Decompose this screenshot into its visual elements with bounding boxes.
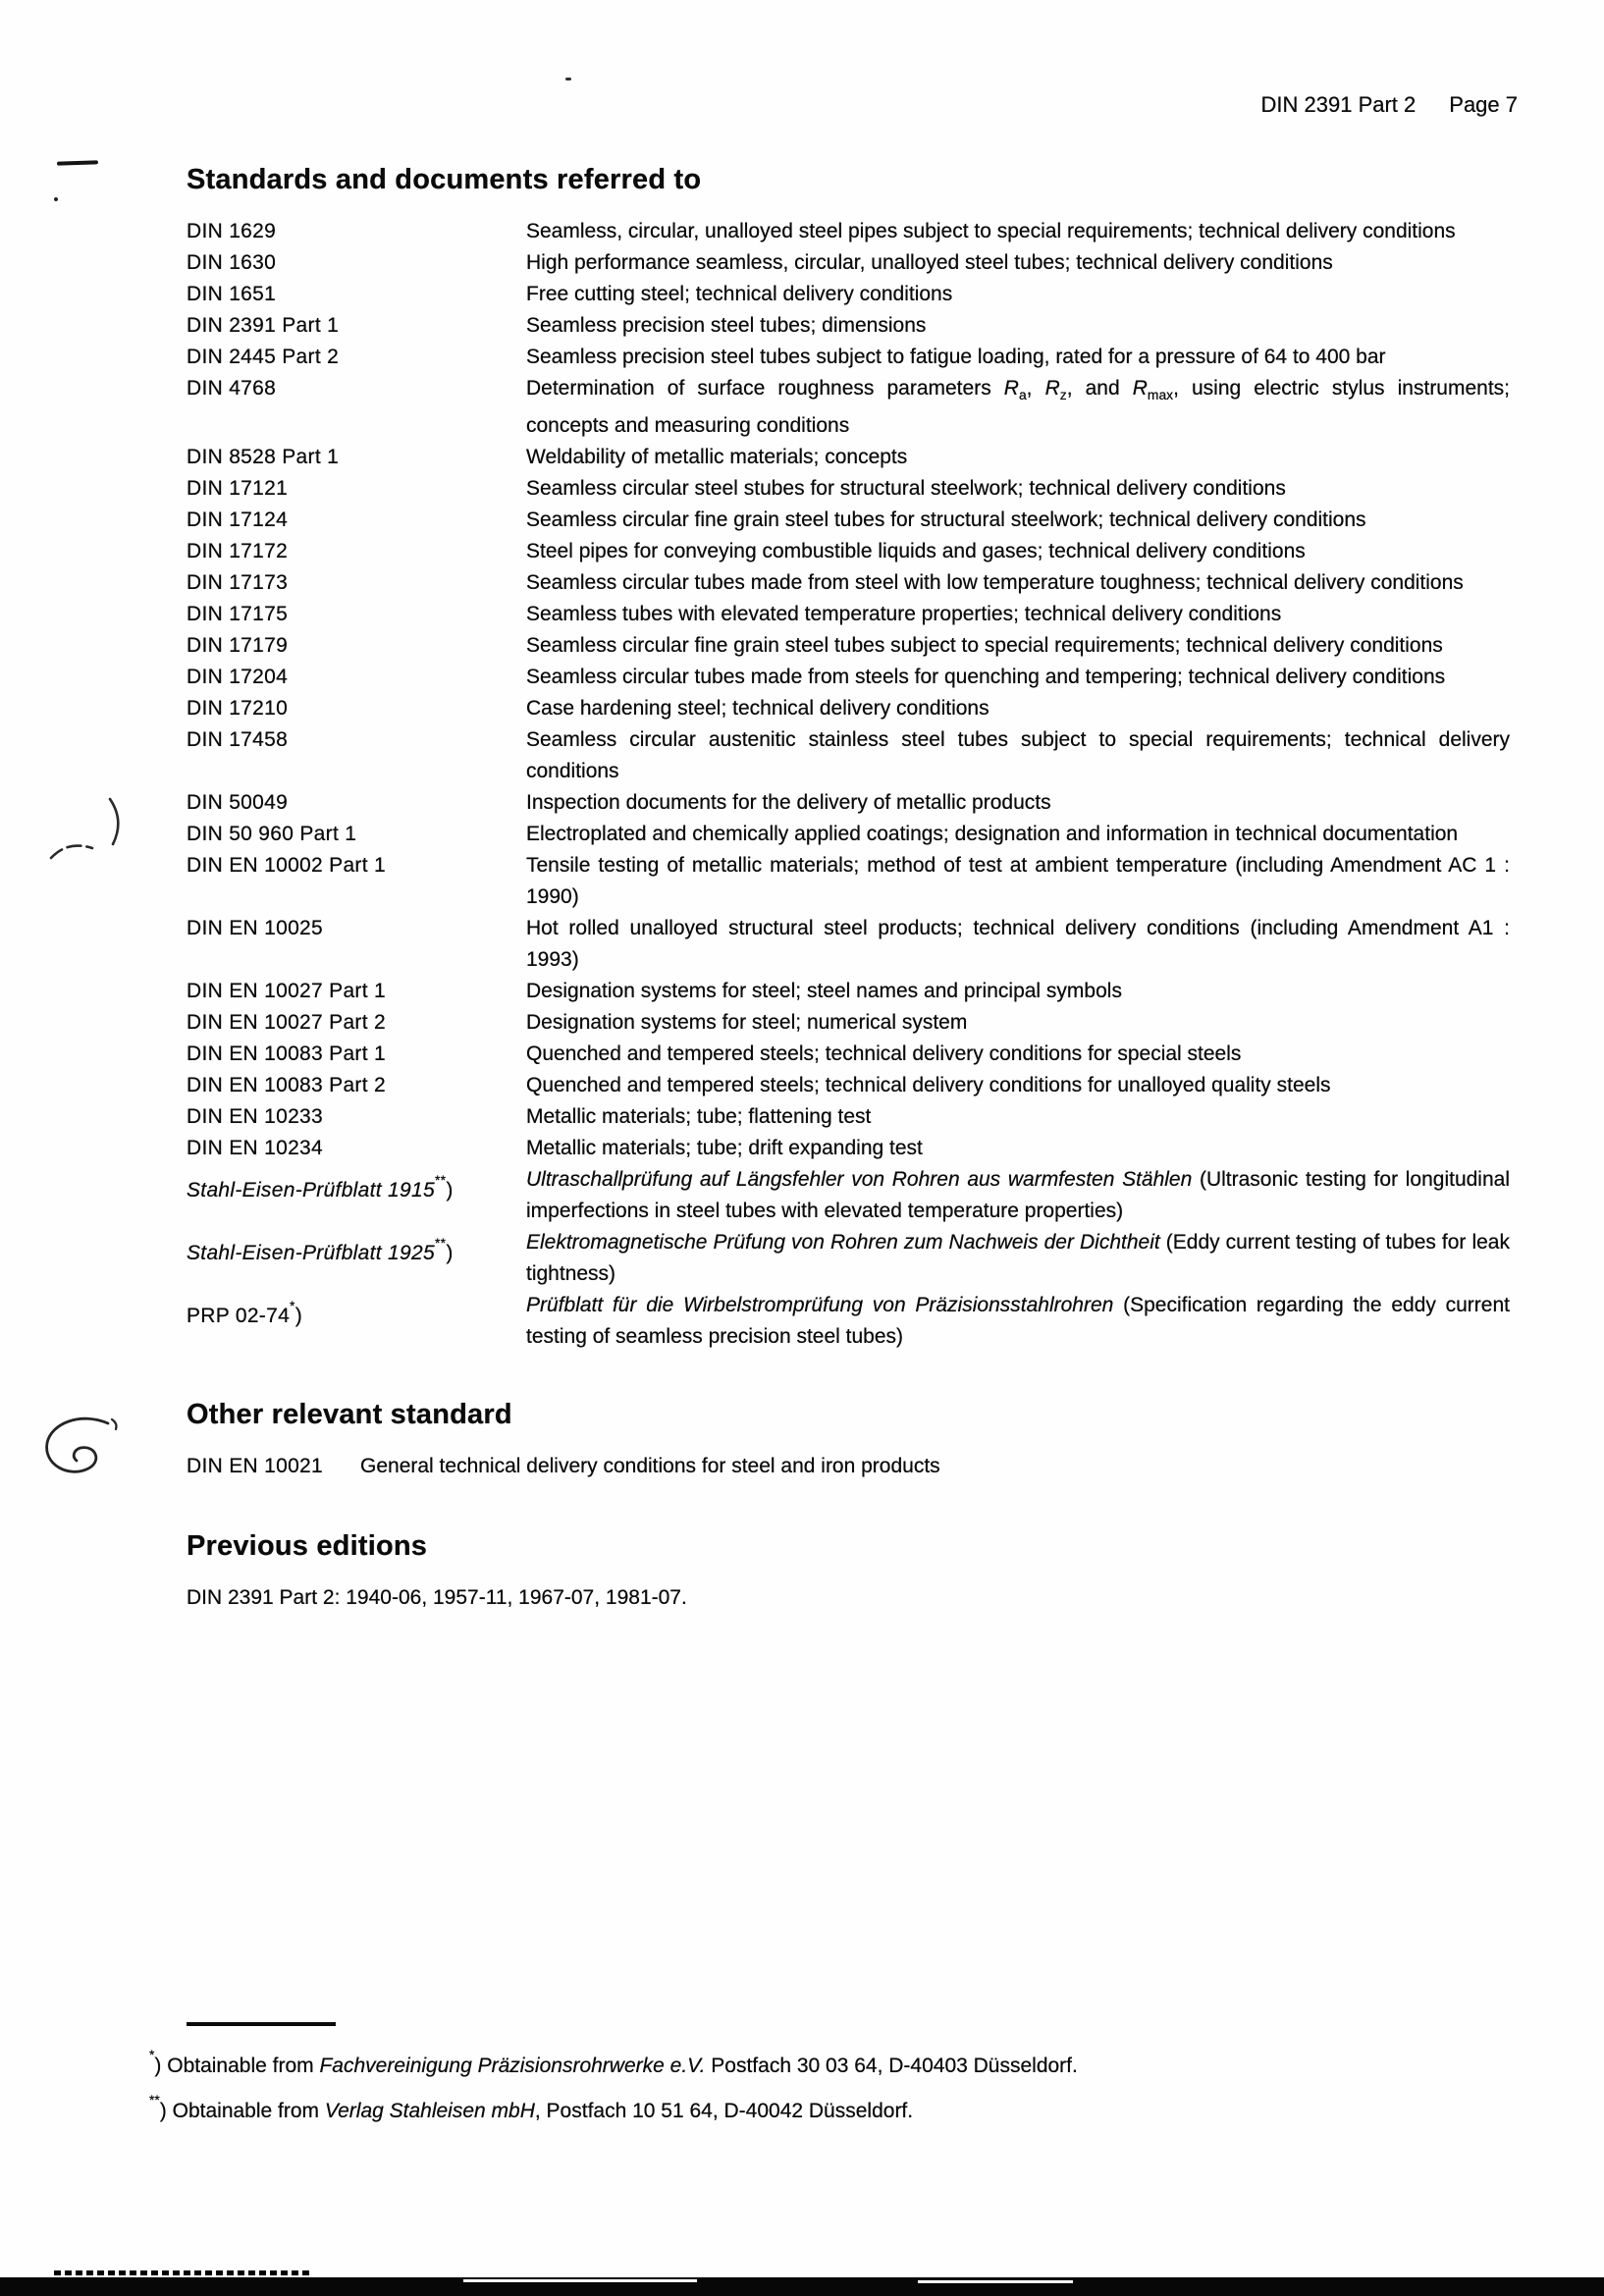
standard-label: DIN 17458 <box>187 728 289 752</box>
standard-description: Tensile testing of metallic materials; method of test at ambient temperature (including Amendment AC 1 : 1990) <box>526 854 1510 909</box>
standard-row <box>187 599 1510 630</box>
standard-row <box>187 630 1510 662</box>
standard-row <box>187 1101 1510 1133</box>
standard-label: DIN 17173 <box>187 571 289 595</box>
scan-bar-gap <box>918 2280 1073 2283</box>
standard-label: DIN 17210 <box>187 697 289 721</box>
pen-mark-dot <box>54 197 58 201</box>
standard-row <box>187 1133 1510 1164</box>
standard-description: Seamless precision steel tubes; dimensions <box>526 314 927 337</box>
standard-row <box>187 787 1510 819</box>
standard-description: Seamless circular fine grain steel tubes for structural steelwork; technical delivery conditions <box>526 508 1366 532</box>
standard-description: Ultraschallprüfung auf Längsfehler von Rohren aus warmfesten Stählen (Ultrasonic testing for longitudinal imperfections in steel tubes with elevated temperature properties) <box>526 1168 1510 1223</box>
standard-label: DIN 17172 <box>187 540 289 563</box>
footnotes-block <box>149 2022 1386 2128</box>
standard-row <box>187 505 1510 536</box>
standard-row <box>187 442 1510 473</box>
standard-description: Inspection documents for the delivery of metallic products <box>526 791 1051 815</box>
document-number: DIN 2391 Part 2 <box>1260 92 1417 117</box>
standard-label: DIN 1651 <box>187 283 277 305</box>
section-title-standards-referred: Standards and documents referred to <box>187 164 702 195</box>
standard-label: DIN EN 10083 Part 2 <box>187 1074 386 1097</box>
standard-label: DIN 50049 <box>187 791 289 815</box>
pen-swirl-mark <box>29 1412 132 1490</box>
standard-label: DIN 2445 Part 2 <box>187 346 340 368</box>
standard-row <box>187 279 1510 310</box>
standard-label: DIN 17175 <box>187 603 289 626</box>
standard-label: DIN 17204 <box>187 666 289 689</box>
section-title-other-standard: Other relevant standard <box>187 1399 512 1431</box>
other-standard-text: General technical delivery conditions for steel and iron products <box>360 1455 940 1478</box>
standard-description: Case hardening steel; technical delivery conditions <box>526 697 989 721</box>
standard-row <box>187 567 1510 599</box>
standard-description: Designation systems for steel; numerical system <box>526 1011 968 1035</box>
standard-description: High performance seamless, circular, unalloyed steel tubes; technical delivery conditions <box>526 251 1333 274</box>
standard-description: Seamless precision steel tubes subject to fatigue loading, rated for a pressure of 64 to 400 bar <box>526 346 1386 368</box>
other-standard-label: DIN EN 10021 <box>187 1455 324 1478</box>
standard-description: Metallic materials; tube; drift expanding test <box>526 1137 923 1160</box>
standard-label: DIN EN 10002 Part 1 <box>187 854 386 878</box>
page-header <box>1261 92 1518 118</box>
standard-description: Determination of surface roughness parameters $R_a$, $R_z$, and $R_{max}$, using electric stylus instruments; concepts and measuring conditions <box>526 377 1511 438</box>
standards-list <box>187 216 1510 1353</box>
standard-label: DIN EN 10083 Part 1 <box>187 1042 386 1066</box>
standard-row <box>187 373 1510 442</box>
standard-row <box>187 662 1510 693</box>
standard-label: DIN 17121 <box>187 477 289 501</box>
previous-editions-line: DIN 2391 Part 2: 1940-06, 1957-11, 1967-07, 1981-07. <box>187 1586 687 1610</box>
standard-description: Free cutting steel; technical delivery conditions <box>526 283 953 305</box>
standard-row <box>187 473 1510 505</box>
standard-row <box>187 247 1510 279</box>
footnote-rule <box>187 2022 336 2026</box>
standard-label: DIN 4768 <box>187 377 277 400</box>
standard-label: DIN EN 10027 Part 2 <box>187 1011 386 1035</box>
page-number: Page 7 <box>1449 92 1518 117</box>
section-title-previous-editions: Previous editions <box>187 1530 428 1563</box>
standard-description: Seamless circular steel stubes for structural steelwork; technical delivery conditions <box>526 477 1286 501</box>
pen-mark-dash <box>57 160 98 165</box>
standard-label: DIN EN 10027 Part 1 <box>187 980 386 1003</box>
standard-row <box>187 1290 1510 1353</box>
standard-row <box>187 1039 1510 1070</box>
standard-row <box>187 1070 1510 1101</box>
standard-row <box>187 976 1510 1007</box>
standard-description: Elektromagnetische Prüfung von Rohren zum Nachweis der Dichtheit (Eddy current testing of tubes for leak tightness) <box>526 1231 1510 1286</box>
standard-label: DIN 2391 Part 1 <box>187 314 340 337</box>
standard-description: Hot rolled unalloyed structural steel products; technical delivery conditions (including Amendment A1 : 1993) <box>526 917 1510 972</box>
standard-label: PRP 02-74*) <box>187 1298 303 1328</box>
scan-noise-speckles <box>54 2270 311 2275</box>
scan-artifact-bottom-bar <box>0 2277 1604 2296</box>
standard-description: Steel pipes for conveying combustible liquids and gases; technical delivery conditions <box>526 540 1306 563</box>
standard-label: Stahl-Eisen-Prüfblatt 1925**) <box>187 1235 454 1265</box>
standard-description: Quenched and tempered steels; technical delivery conditions for unalloyed quality steels <box>526 1074 1331 1097</box>
standard-row <box>187 216 1510 247</box>
standard-row <box>187 342 1510 373</box>
standard-label: DIN 50 960 Part 1 <box>187 823 357 846</box>
standard-row <box>187 693 1510 724</box>
standard-description: Seamless circular austenitic stainless steel tubes subject to special requirements; technical delivery conditions <box>526 728 1510 783</box>
standard-description: Electroplated and chemically applied coatings; designation and information in technical documentation <box>526 823 1459 846</box>
standard-label: DIN 17179 <box>187 634 289 658</box>
standard-row <box>187 1164 1510 1227</box>
standard-label: DIN 1630 <box>187 251 277 274</box>
footnote: **) Obtainable from Verlag Stahleisen mbH, Postfach 10 51 64, D-40042 Düsseldorf. <box>149 2091 914 2122</box>
footnote: *) Obtainable from Fachvereinigung Präzisionsrohrwerke e.V. Postfach 30 03 64, D-40403 Düsseldorf. <box>149 2047 1078 2077</box>
standard-description: Prüfblatt für die Wirbelstromprüfung von Präzisionsstahlrohren (Specification regarding the eddy current testing of seamless precision steel tubes) <box>526 1294 1510 1349</box>
standard-label: Stahl-Eisen-Prüfblatt 1915**) <box>187 1172 454 1202</box>
standard-row <box>187 913 1510 976</box>
standard-row <box>187 1007 1510 1039</box>
pen-squiggle-mark <box>41 793 139 874</box>
standard-row <box>187 310 1510 342</box>
standard-description: Seamless circular tubes made from steel with low temperature toughness; technical delivery conditions <box>526 571 1464 595</box>
standard-description: Quenched and tempered steels; technical delivery conditions for special steels <box>526 1042 1242 1066</box>
standard-description: Weldability of metallic materials; concepts <box>526 446 908 469</box>
footnote-list <box>149 2038 1386 2128</box>
standard-description: Seamless circular tubes made from steels for quenching and tempering; technical delivery conditions <box>526 666 1446 689</box>
standard-row <box>187 724 1510 787</box>
standard-label: DIN 17124 <box>187 508 289 532</box>
page-content <box>187 163 1518 1614</box>
standard-label: DIN EN 10233 <box>187 1105 324 1129</box>
standard-label: DIN EN 10025 <box>187 917 324 940</box>
standard-label: DIN 8528 Part 1 <box>187 446 340 469</box>
standard-label: DIN EN 10234 <box>187 1137 324 1160</box>
standard-description: Designation systems for steel; steel names and principal symbols <box>526 980 1122 1003</box>
standard-description: Seamless circular fine grain steel tubes subject to special requirements; technical delivery conditions <box>526 634 1443 658</box>
standard-row <box>187 850 1510 913</box>
standard-description: Seamless, circular, unalloyed steel pipes subject to special requirements; technical delivery conditions <box>526 220 1456 242</box>
scan-bar-gap <box>463 2279 697 2282</box>
scan-speck <box>565 78 571 80</box>
standard-description: Seamless tubes with elevated temperature properties; technical delivery conditions <box>526 603 1282 626</box>
other-standard-line <box>187 1451 1518 1482</box>
standard-row <box>187 1227 1510 1290</box>
standard-description: Metallic materials; tube; flattening test <box>526 1105 872 1129</box>
standard-row <box>187 536 1510 567</box>
standard-label: DIN 1629 <box>187 220 277 242</box>
standard-row <box>187 819 1510 850</box>
